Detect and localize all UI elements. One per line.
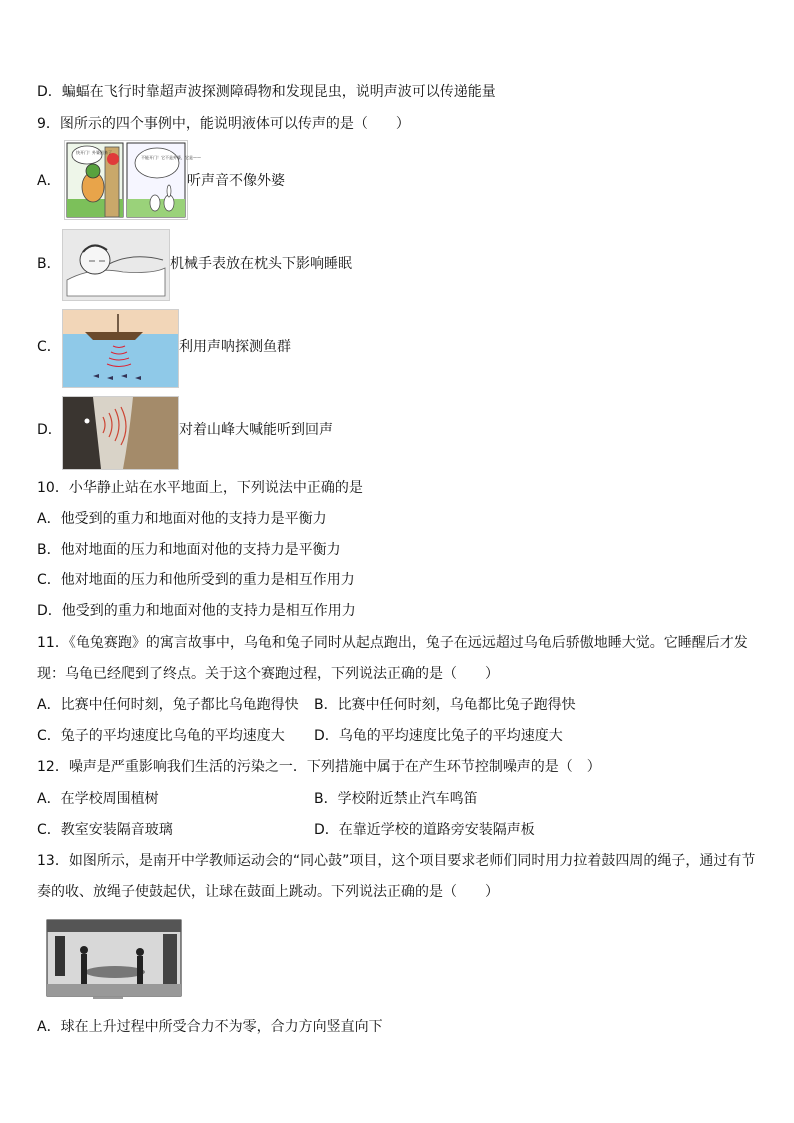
- q11-option-d: D．乌龟的平均速度比兔子的平均速度大: [314, 728, 563, 744]
- q13-stem: 13．如图所示，是南开中学教师运动会的“同心鼓”项目，这个项目要求老师们同时用力拉着鼓四周的绳子，通过有节奏的收、放绳子使鼓起伏，让球在鼓面上跳动。下列说法正确的是（ ）: [37, 853, 756, 900]
- q11-option-b: B．比赛中任何时刻，乌龟都比兔子跑得快: [314, 697, 576, 713]
- q9-stem: 9．图所示的四个事例中，能说明液体可以传声的是（ ）: [37, 116, 410, 132]
- q11-option-a: A．比赛中任何时刻，兔子都比乌龟跑得快: [37, 697, 299, 713]
- q9a-bubble-2: 不能开门！它不是外婆，它是——: [141, 155, 201, 160]
- q9-option-c-image: [62, 309, 179, 388]
- q11-option-c: C．兔子的平均速度比乌龟的平均速度大: [37, 728, 285, 744]
- q9-option-b-label: B．: [37, 256, 61, 272]
- q10-option-b: B．他对地面的压力和地面对他的支持力是平衡力: [37, 542, 341, 558]
- q10-option-a: A．他受到的重力和地面对他的支持力是平衡力: [37, 511, 327, 527]
- q9-option-b-image: [62, 229, 170, 301]
- q12-stem: 12．噪声是严重影响我们生活的污染之一．下列措施中属于在产生环节控制噪声的是（ ）: [37, 759, 601, 775]
- q9-option-a-text: 听声音不像外婆: [187, 173, 285, 189]
- q10-option-d: D．他受到的重力和地面对他的支持力是相互作用力: [37, 603, 356, 619]
- q9-option-c-text: 利用声呐探测鱼群: [179, 339, 291, 355]
- q10-option-c: C．他对地面的压力和他所受到的重力是相互作用力: [37, 572, 355, 588]
- q9-option-a-image: [64, 140, 201, 220]
- q9-option-a-label: A．: [37, 173, 61, 189]
- q9-option-d-label: D．: [37, 422, 62, 438]
- q9-option-d-image: [62, 396, 179, 470]
- q13-option-a: A．球在上升过程中所受合力不为零，合力方向竖直向下: [37, 1019, 383, 1035]
- q9-option-b-text: 机械手表放在枕头下影响睡眠: [170, 256, 352, 272]
- q12-option-a: A．在学校周围植树: [37, 791, 159, 807]
- q12-option-d: D．在靠近学校的道路旁安装隔声板: [314, 822, 535, 838]
- q12-option-b: B．学校附近禁止汽车鸣笛: [314, 791, 478, 807]
- q9a-bubble-1: 快开门！外婆回来了: [76, 150, 112, 155]
- q8-option-d: D．蝙蝠在飞行时靠超声波探测障碍物和发现昆虫，说明声波可以传递能量: [37, 84, 496, 100]
- q12-option-c: C．教室安装隔音玻璃: [37, 822, 173, 838]
- q13-photo: [45, 918, 183, 1000]
- q10-stem: 10．小华静止站在水平地面上，下列说法中正确的是: [37, 480, 363, 496]
- q9-option-d-text: 对着山峰大喊能听到回声: [179, 422, 333, 438]
- q9-option-c-label: C．: [37, 339, 61, 355]
- q11-stem: 11．《龟兔赛跑》的寓言故事中，乌龟和兔子同时从起点跑出，兔子在远远超过乌龟后骄傲地睡大觉。它睡醒后才发现：乌龟已经爬到了终点。关于这个赛跑过程，下列说法正确的是（ ）: [37, 635, 748, 682]
